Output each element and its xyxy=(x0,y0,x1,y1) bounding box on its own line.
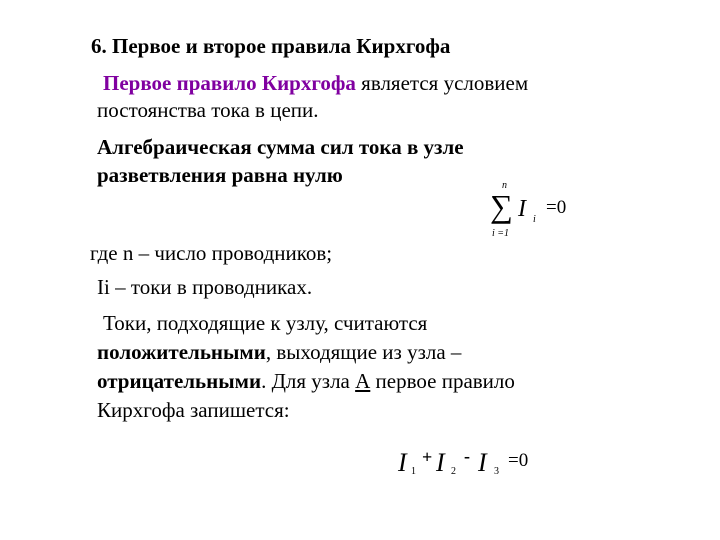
sigma-icon: ∑ xyxy=(490,188,513,224)
sub-2: 2 xyxy=(451,466,456,477)
plus-sign: + xyxy=(422,447,433,467)
node-text-after: первое правило xyxy=(370,369,515,393)
paragraph-first-rule-line1 xyxy=(97,70,528,97)
positive-term: положительными xyxy=(97,340,266,364)
sum-equals-zero: =0 xyxy=(546,197,567,218)
outgoing-text: , выходящие из узла – xyxy=(265,340,462,364)
sub-3: 3 xyxy=(494,466,499,477)
current-i1: I xyxy=(398,448,407,477)
slide-title: 6. Первое и второе правила Кирхгофа xyxy=(91,34,451,58)
negative-term: отрицательными xyxy=(97,369,262,393)
sum-lower-limit: i =1 xyxy=(492,228,510,239)
current-variable: I xyxy=(518,196,526,222)
rule-explanation-line1: Токи, подходящие к узлу, считаются xyxy=(103,311,428,335)
rule-statement-line2: разветвления равна нулю xyxy=(97,163,343,187)
current-subscript: i xyxy=(533,214,536,225)
node-text-before: . Для узла xyxy=(261,369,356,393)
rule-explanation-line2 xyxy=(97,339,461,366)
current-i2: I xyxy=(436,448,445,477)
sum-upper-limit: n xyxy=(502,180,507,191)
where-line: где n – число проводников; xyxy=(90,241,333,265)
first-rule-text: является условием xyxy=(355,71,529,95)
currents-line: Ii – токи в проводниках. xyxy=(97,275,313,299)
paragraph-first-rule-line2: постоянства тока в цепи. xyxy=(97,98,319,122)
rule-statement-line1: Алгебраическая сумма сил тока в узле xyxy=(97,135,464,159)
node-a-formula xyxy=(398,444,558,484)
node-label: А xyxy=(355,369,371,393)
minus-sign: - xyxy=(464,446,470,466)
rule-explanation-line4: Кирхгофа запишется: xyxy=(97,398,290,422)
node-equals-zero: =0 xyxy=(508,450,529,471)
first-rule-highlight: Первое правило Кирхгофа xyxy=(103,71,356,95)
rule-explanation-line3 xyxy=(97,368,515,395)
sub-1: 1 xyxy=(411,466,416,477)
current-i3: I xyxy=(478,448,487,477)
sum-formula xyxy=(480,182,590,244)
